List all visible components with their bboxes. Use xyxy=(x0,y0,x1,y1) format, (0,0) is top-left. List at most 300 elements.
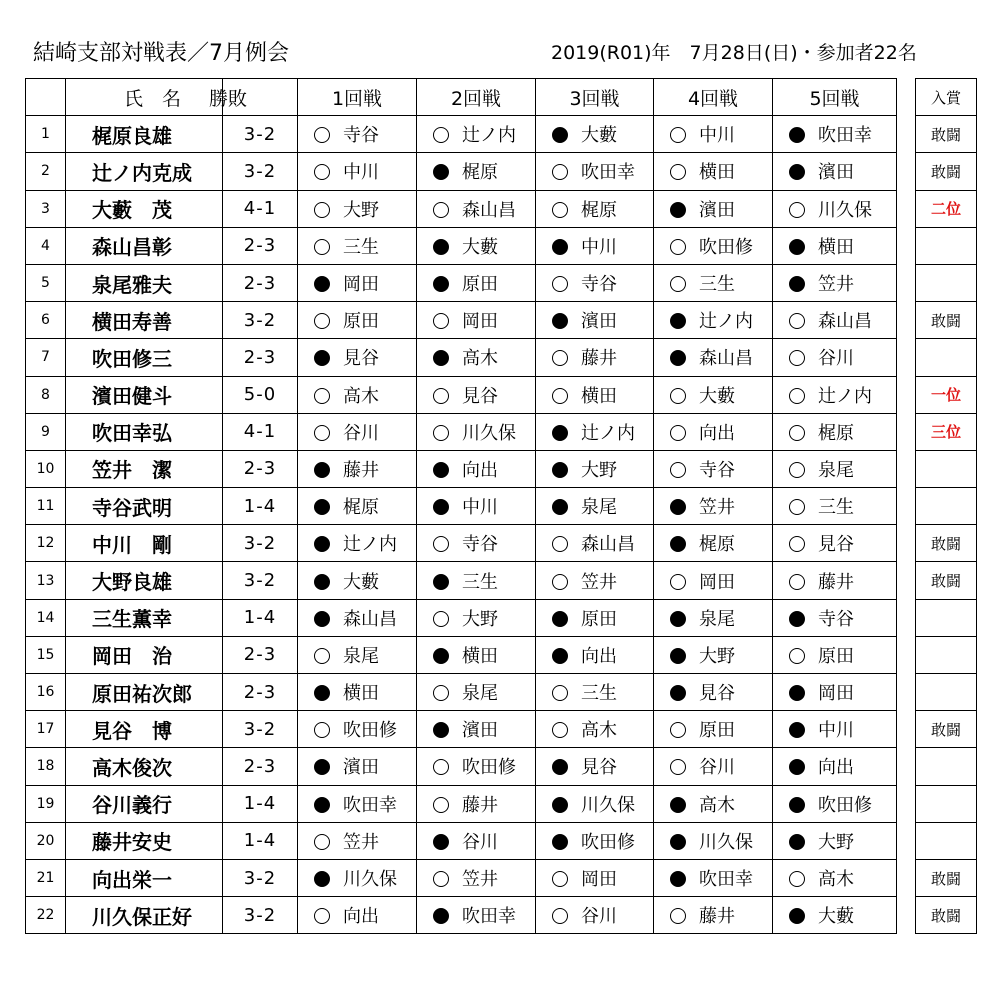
round-5-result xyxy=(773,339,897,376)
table-row xyxy=(26,636,897,673)
award-row xyxy=(916,562,977,599)
player-name: 大野良雄 xyxy=(66,562,223,599)
round-5-result xyxy=(773,413,897,450)
loss-circle-icon xyxy=(789,276,805,292)
opponent-name: 原田 xyxy=(818,645,854,667)
opponent-name: 藤井 xyxy=(462,794,498,816)
round-1-result xyxy=(298,599,417,636)
loss-circle-icon xyxy=(670,871,686,887)
opponent-name: 泉尾 xyxy=(581,497,617,519)
table-row xyxy=(26,339,897,376)
table-row xyxy=(26,264,897,301)
round-1-result xyxy=(298,227,417,264)
win-circle-icon xyxy=(552,908,568,924)
player-name: 吹田幸弘 xyxy=(66,413,223,450)
round-1-result xyxy=(298,190,417,227)
win-circle-icon xyxy=(670,462,686,478)
opponent-name: 岡田 xyxy=(343,274,379,296)
loss-circle-icon xyxy=(670,350,686,366)
win-circle-icon xyxy=(314,908,330,924)
loss-circle-icon xyxy=(789,127,805,143)
round-4-result xyxy=(654,302,773,339)
win-circle-icon xyxy=(789,462,805,478)
round-4-result xyxy=(654,153,773,190)
loss-circle-icon xyxy=(314,276,330,292)
table-row xyxy=(26,897,897,934)
round-2-result xyxy=(417,190,536,227)
opponent-name: 梶原 xyxy=(462,162,498,184)
table-row xyxy=(26,822,897,859)
header-row xyxy=(26,79,897,116)
award-cell: 敢闘 xyxy=(916,711,977,748)
loss-circle-icon xyxy=(433,574,449,590)
win-circle-icon xyxy=(314,239,330,255)
round-5-result xyxy=(773,190,897,227)
opponent-name: 三生 xyxy=(699,274,735,296)
round-3-result xyxy=(536,674,654,711)
award-cell xyxy=(916,227,977,264)
win-circle-icon xyxy=(670,908,686,924)
round-1-result xyxy=(298,376,417,413)
opponent-name: 高木 xyxy=(343,385,379,407)
win-circle-icon xyxy=(789,388,805,404)
loss-circle-icon xyxy=(670,536,686,552)
round-4-result xyxy=(654,525,773,562)
round-1-result xyxy=(298,264,417,301)
opponent-name: 中川 xyxy=(343,162,379,184)
header-num xyxy=(26,79,66,116)
event-date-info: 2019(R01)年 7月28日(日)・参加者22名 xyxy=(551,42,917,64)
award-cell: 敢闘 xyxy=(916,859,977,896)
round-3-result xyxy=(536,488,654,525)
win-circle-icon xyxy=(433,759,449,775)
opponent-name: 大野 xyxy=(581,459,617,481)
loss-circle-icon xyxy=(670,834,686,850)
win-circle-icon xyxy=(552,871,568,887)
award-row xyxy=(916,339,977,376)
round-4-result xyxy=(654,674,773,711)
win-circle-icon xyxy=(314,313,330,329)
opponent-name: 吹田修 xyxy=(699,236,753,258)
round-5-result xyxy=(773,859,897,896)
win-circle-icon xyxy=(314,127,330,143)
award-cell xyxy=(916,339,977,376)
round-4-result xyxy=(654,711,773,748)
player-number: 3 xyxy=(26,190,66,227)
round-1-result xyxy=(298,897,417,934)
player-name: 泉尾雅夫 xyxy=(66,264,223,301)
round-1-result xyxy=(298,339,417,376)
player-number: 19 xyxy=(26,785,66,822)
award-cell xyxy=(916,488,977,525)
loss-circle-icon xyxy=(670,685,686,701)
loss-circle-icon xyxy=(433,462,449,478)
award-cell xyxy=(916,264,977,301)
loss-circle-icon xyxy=(552,797,568,813)
win-circle-icon xyxy=(670,164,686,180)
win-circle-icon xyxy=(552,276,568,292)
table-row xyxy=(26,413,897,450)
player-record: 3-2 xyxy=(223,897,298,934)
round-4-result xyxy=(654,450,773,487)
player-number: 10 xyxy=(26,450,66,487)
award-cell: 敢闘 xyxy=(916,302,977,339)
player-name: 中川 剛 xyxy=(66,525,223,562)
player-record: 4-1 xyxy=(223,413,298,450)
round-4-result xyxy=(654,264,773,301)
table-row xyxy=(26,785,897,822)
loss-circle-icon xyxy=(670,797,686,813)
player-record: 2-3 xyxy=(223,636,298,673)
round-3-result xyxy=(536,562,654,599)
player-number: 22 xyxy=(26,897,66,934)
opponent-name: 寺谷 xyxy=(581,274,617,296)
round-5-result xyxy=(773,562,897,599)
loss-circle-icon xyxy=(314,685,330,701)
award-row xyxy=(916,748,977,785)
loss-circle-icon xyxy=(789,685,805,701)
player-number: 18 xyxy=(26,748,66,785)
player-name: 梶原良雄 xyxy=(66,116,223,153)
player-name: 森山昌彰 xyxy=(66,227,223,264)
opponent-name: 梶原 xyxy=(343,497,379,519)
opponent-name: 吹田幸 xyxy=(699,869,753,891)
award-cell xyxy=(916,785,977,822)
loss-circle-icon xyxy=(670,202,686,218)
round-3-result xyxy=(536,227,654,264)
round-2-result xyxy=(417,562,536,599)
win-circle-icon xyxy=(314,834,330,850)
table-row xyxy=(26,525,897,562)
award-cell xyxy=(916,636,977,673)
table-row xyxy=(26,711,897,748)
round-2-result xyxy=(417,302,536,339)
round-3-result xyxy=(536,190,654,227)
win-circle-icon xyxy=(789,313,805,329)
round-1-result xyxy=(298,116,417,153)
round-3-result xyxy=(536,153,654,190)
opponent-name: 梶原 xyxy=(699,534,735,556)
opponent-name: 泉尾 xyxy=(818,459,854,481)
award-row xyxy=(916,116,977,153)
opponent-name: 笠井 xyxy=(818,274,854,296)
win-circle-icon xyxy=(433,202,449,218)
opponent-name: 大野 xyxy=(462,608,498,630)
round-1-result xyxy=(298,562,417,599)
player-number: 8 xyxy=(26,376,66,413)
opponent-name: 向出 xyxy=(818,757,854,779)
opponent-name: 濱田 xyxy=(462,720,498,742)
player-record: 3-2 xyxy=(223,302,298,339)
round-2-result xyxy=(417,153,536,190)
win-circle-icon xyxy=(789,202,805,218)
header-record: 勝敗 xyxy=(209,79,284,116)
opponent-name: 三生 xyxy=(581,683,617,705)
player-number: 9 xyxy=(26,413,66,450)
round-1-result xyxy=(298,822,417,859)
opponent-name: 原田 xyxy=(343,311,379,333)
win-circle-icon xyxy=(314,648,330,664)
header-name: 氏 名 xyxy=(66,79,223,116)
opponent-name: 谷川 xyxy=(343,422,379,444)
loss-circle-icon xyxy=(670,499,686,515)
opponent-name: 横田 xyxy=(581,385,617,407)
opponent-name: 原田 xyxy=(699,720,735,742)
opponent-name: 向出 xyxy=(581,645,617,667)
round-2-result xyxy=(417,116,536,153)
round-2-result xyxy=(417,599,536,636)
loss-circle-icon xyxy=(433,908,449,924)
award-row xyxy=(916,785,977,822)
opponent-name: 寺谷 xyxy=(462,534,498,556)
opponent-name: 高木 xyxy=(462,348,498,370)
loss-circle-icon xyxy=(433,350,449,366)
player-number: 15 xyxy=(26,636,66,673)
player-number: 17 xyxy=(26,711,66,748)
table-row xyxy=(26,599,897,636)
loss-circle-icon xyxy=(552,462,568,478)
win-circle-icon xyxy=(670,127,686,143)
round-2-result xyxy=(417,227,536,264)
opponent-name: 見谷 xyxy=(581,757,617,779)
opponent-name: 川久保 xyxy=(462,422,516,444)
player-record: 1-4 xyxy=(223,785,298,822)
loss-circle-icon xyxy=(433,239,449,255)
round-4-result xyxy=(654,227,773,264)
round-4-result xyxy=(654,897,773,934)
player-number: 12 xyxy=(26,525,66,562)
award-row xyxy=(916,525,977,562)
round-2-result xyxy=(417,785,536,822)
opponent-name: 吹田修 xyxy=(343,720,397,742)
loss-circle-icon xyxy=(314,611,330,627)
opponent-name: 大藪 xyxy=(343,571,379,593)
loss-circle-icon xyxy=(789,239,805,255)
loss-circle-icon xyxy=(789,797,805,813)
award-cell: 敢闘 xyxy=(916,897,977,934)
opponent-name: 高木 xyxy=(818,869,854,891)
win-circle-icon xyxy=(433,388,449,404)
win-circle-icon xyxy=(552,685,568,701)
opponent-name: 川久保 xyxy=(818,199,872,221)
win-circle-icon xyxy=(433,611,449,627)
loss-circle-icon xyxy=(789,722,805,738)
opponent-name: 吹田幸 xyxy=(818,125,872,147)
opponent-name: 藤井 xyxy=(343,459,379,481)
opponent-name: 横田 xyxy=(818,236,854,258)
header-round-1: 1回戦 xyxy=(298,79,417,116)
opponent-name: 藤井 xyxy=(581,348,617,370)
round-5-result xyxy=(773,674,897,711)
round-2-result xyxy=(417,413,536,450)
win-circle-icon xyxy=(433,871,449,887)
round-3-result xyxy=(536,450,654,487)
round-1-result xyxy=(298,153,417,190)
loss-circle-icon xyxy=(552,499,568,515)
player-record: 4-1 xyxy=(223,190,298,227)
round-1-result xyxy=(298,711,417,748)
round-4-result xyxy=(654,413,773,450)
win-circle-icon xyxy=(552,574,568,590)
win-circle-icon xyxy=(552,388,568,404)
opponent-name: 大藪 xyxy=(818,906,854,928)
round-5-result xyxy=(773,153,897,190)
loss-circle-icon xyxy=(552,834,568,850)
opponent-name: 岡田 xyxy=(581,869,617,891)
player-name: 辻ノ内克成 xyxy=(66,153,223,190)
round-5-result xyxy=(773,227,897,264)
opponent-name: 大野 xyxy=(818,831,854,853)
award-row xyxy=(916,711,977,748)
round-1-result xyxy=(298,636,417,673)
award-cell xyxy=(916,674,977,711)
round-5-result xyxy=(773,599,897,636)
table-row xyxy=(26,562,897,599)
opponent-name: 辻ノ内 xyxy=(462,125,516,147)
player-number: 7 xyxy=(26,339,66,376)
win-circle-icon xyxy=(314,388,330,404)
win-circle-icon xyxy=(552,536,568,552)
round-3-result xyxy=(536,822,654,859)
header-round-2: 2回戦 xyxy=(417,79,536,116)
loss-circle-icon xyxy=(552,648,568,664)
opponent-name: 谷川 xyxy=(581,906,617,928)
player-record: 3-2 xyxy=(223,562,298,599)
round-1-result xyxy=(298,302,417,339)
award-row xyxy=(916,153,977,190)
award-cell: 敢闘 xyxy=(916,153,977,190)
award-cell xyxy=(916,450,977,487)
round-1-result xyxy=(298,413,417,450)
opponent-name: 川久保 xyxy=(343,869,397,891)
win-circle-icon xyxy=(670,759,686,775)
award-cell xyxy=(916,822,977,859)
opponent-name: 寺谷 xyxy=(818,608,854,630)
loss-circle-icon xyxy=(552,127,568,143)
opponent-name: 辻ノ内 xyxy=(581,422,635,444)
award-cell: 敢闘 xyxy=(916,116,977,153)
win-circle-icon xyxy=(552,722,568,738)
player-number: 20 xyxy=(26,822,66,859)
opponent-name: 見谷 xyxy=(343,348,379,370)
win-circle-icon xyxy=(789,499,805,515)
award-row xyxy=(916,897,977,934)
round-3-result xyxy=(536,376,654,413)
header-award: 入賞 xyxy=(916,79,977,116)
opponent-name: 中川 xyxy=(462,497,498,519)
player-record: 3-2 xyxy=(223,711,298,748)
table-row xyxy=(26,488,897,525)
round-3-result xyxy=(536,785,654,822)
round-3-result xyxy=(536,599,654,636)
award-cell: 敢闘 xyxy=(916,525,977,562)
player-name: 大藪 茂 xyxy=(66,190,223,227)
loss-circle-icon xyxy=(433,834,449,850)
round-5-result xyxy=(773,116,897,153)
player-name: 向出栄一 xyxy=(66,859,223,896)
player-record: 1-4 xyxy=(223,599,298,636)
opponent-name: 大藪 xyxy=(699,385,735,407)
opponent-name: 横田 xyxy=(343,683,379,705)
round-4-result xyxy=(654,339,773,376)
round-5-result xyxy=(773,785,897,822)
loss-circle-icon xyxy=(670,611,686,627)
round-4-result xyxy=(654,636,773,673)
opponent-name: 中川 xyxy=(699,125,735,147)
round-1-result xyxy=(298,525,417,562)
round-2-result xyxy=(417,636,536,673)
round-5-result xyxy=(773,748,897,785)
player-name: 川久保正好 xyxy=(66,897,223,934)
round-2-result xyxy=(417,376,536,413)
table-row xyxy=(26,302,897,339)
opponent-name: 三生 xyxy=(343,236,379,258)
player-record: 3-2 xyxy=(223,525,298,562)
opponent-name: 岡田 xyxy=(818,683,854,705)
player-record: 2-3 xyxy=(223,748,298,785)
page-title: 結崎支部対戦表／7月例会 xyxy=(33,41,289,66)
award-row xyxy=(916,227,977,264)
win-circle-icon xyxy=(789,350,805,366)
player-record: 2-3 xyxy=(223,674,298,711)
opponent-name: 原田 xyxy=(462,274,498,296)
opponent-name: 吹田修 xyxy=(462,757,516,779)
opponent-name: 寺谷 xyxy=(699,459,735,481)
loss-circle-icon xyxy=(314,536,330,552)
opponent-name: 笠井 xyxy=(699,497,735,519)
round-4-result xyxy=(654,599,773,636)
opponent-name: 谷川 xyxy=(818,348,854,370)
opponent-name: 岡田 xyxy=(462,311,498,333)
player-name: 高木俊次 xyxy=(66,748,223,785)
opponent-name: 笠井 xyxy=(462,869,498,891)
win-circle-icon xyxy=(552,202,568,218)
opponent-name: 辻ノ内 xyxy=(699,311,753,333)
win-circle-icon xyxy=(670,239,686,255)
opponent-name: 泉尾 xyxy=(462,683,498,705)
win-circle-icon xyxy=(670,722,686,738)
player-name: 谷川義行 xyxy=(66,785,223,822)
opponent-name: 森山昌 xyxy=(343,608,397,630)
award-cell: 二位 xyxy=(916,190,977,227)
player-name: 吹田修三 xyxy=(66,339,223,376)
loss-circle-icon xyxy=(552,313,568,329)
opponent-name: 横田 xyxy=(462,645,498,667)
round-5-result xyxy=(773,897,897,934)
opponent-name: 向出 xyxy=(462,459,498,481)
loss-circle-icon xyxy=(314,499,330,515)
match-table xyxy=(25,78,897,934)
opponent-name: 吹田修 xyxy=(581,831,635,853)
opponent-name: 藤井 xyxy=(699,906,735,928)
round-3-result xyxy=(536,339,654,376)
player-name: 藤井安史 xyxy=(66,822,223,859)
loss-circle-icon xyxy=(314,574,330,590)
opponent-name: 中川 xyxy=(818,720,854,742)
opponent-name: 梶原 xyxy=(581,199,617,221)
loss-circle-icon xyxy=(314,797,330,813)
opponent-name: 寺谷 xyxy=(343,125,379,147)
opponent-name: 吹田幸 xyxy=(462,906,516,928)
round-5-result xyxy=(773,636,897,673)
round-4-result xyxy=(654,822,773,859)
win-circle-icon xyxy=(670,276,686,292)
round-4-result xyxy=(654,376,773,413)
player-number: 21 xyxy=(26,859,66,896)
opponent-name: 森山昌 xyxy=(818,311,872,333)
award-row xyxy=(916,636,977,673)
round-1-result xyxy=(298,785,417,822)
